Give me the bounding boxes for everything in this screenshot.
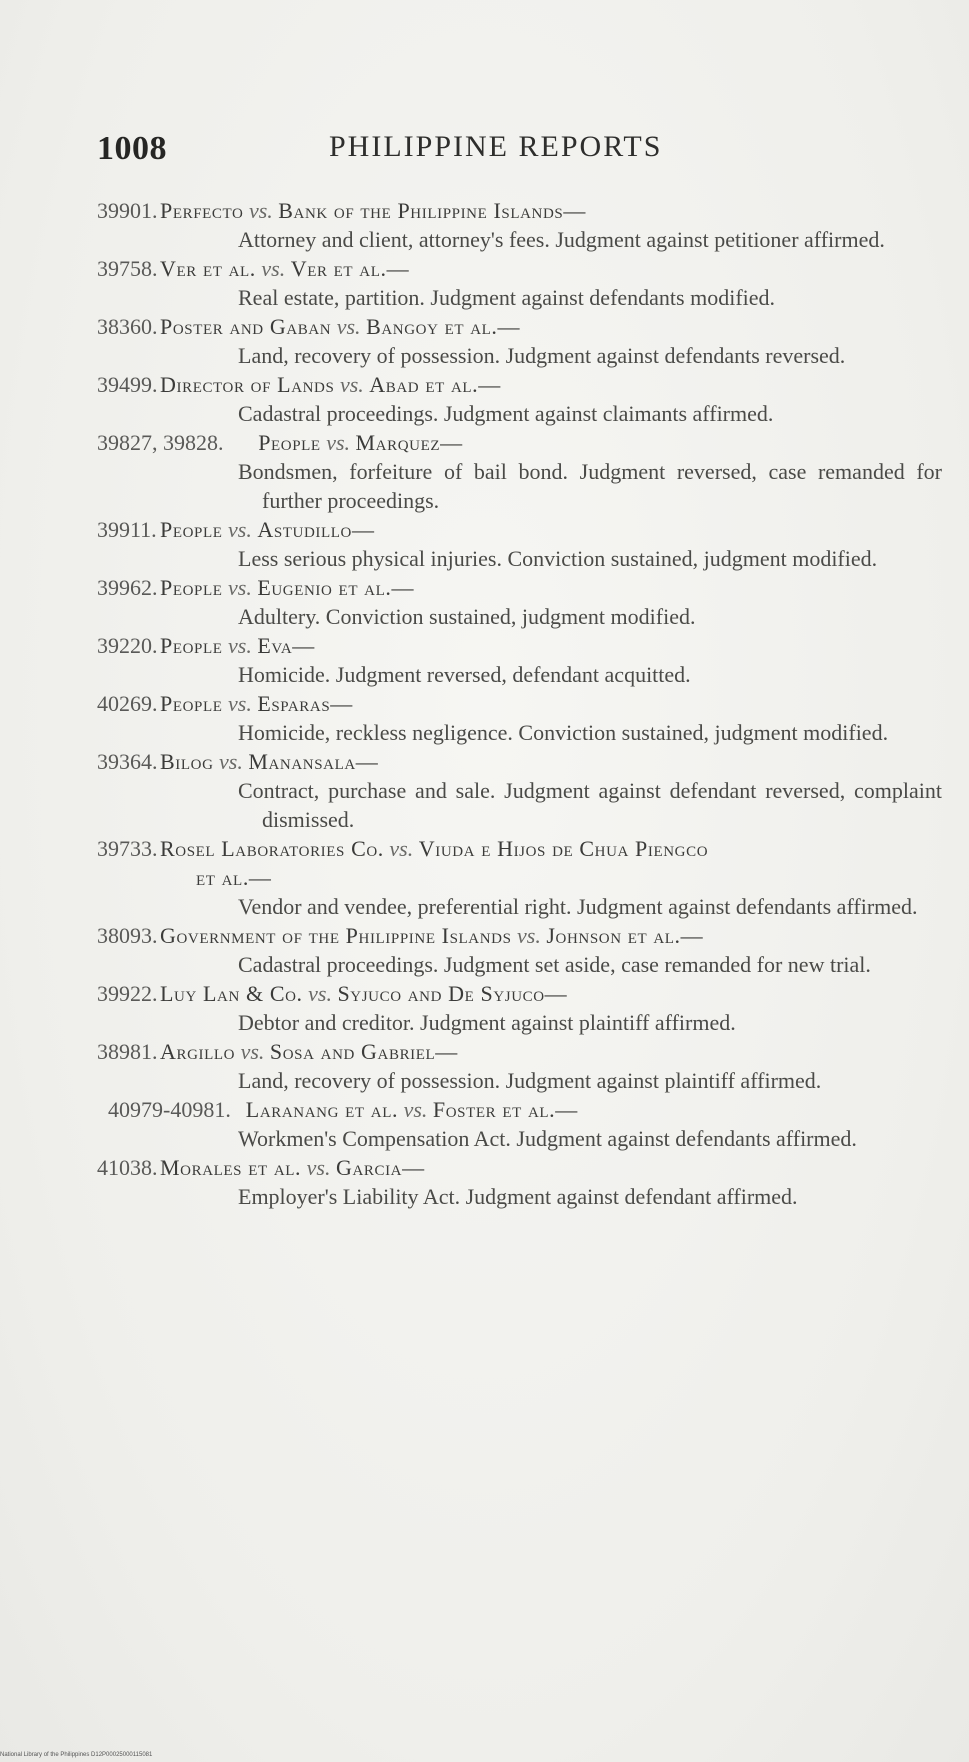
case-title: [0, 747, 969, 776]
case-summary: Attorney and client, attorney's fees. Judgment against petitioner affirmed.: [238, 227, 885, 252]
opposing-party-name: Sosa and Gabriel—: [269, 1039, 458, 1064]
case-title: [0, 979, 969, 1008]
case-entry: [0, 747, 969, 834]
docket-number: 40979-40981.: [108, 1097, 231, 1122]
versus-label: vs.: [228, 633, 252, 658]
opposing-party-name: Syjuco and De Syjuco—: [337, 981, 568, 1006]
opposing-party-name: Astudillo—: [257, 517, 375, 542]
versus-label: vs.: [248, 198, 273, 223]
opposing-party-name: Abad et al.—: [369, 372, 501, 397]
docket-number: 39758.: [97, 256, 158, 281]
case-title: [0, 370, 969, 399]
opposing-party-name: Foster et al.—: [432, 1097, 578, 1122]
case-summary: Vendor and vendee, preferential right. Judgment against defendants affirmed.: [238, 894, 918, 919]
docket-number: 39364.: [97, 749, 158, 774]
versus-label: vs.: [219, 749, 243, 774]
case-summary: Less serious physical injuries. Conviction sustained, judgment modified.: [238, 546, 878, 571]
case-summary: Debtor and creditor. Judgment against plaintiff affirmed.: [238, 1010, 736, 1035]
case-title: [0, 631, 969, 660]
case-entry: [0, 312, 969, 370]
case-entry: [0, 1153, 969, 1211]
opposing-party-name: Bangoy et al.—: [366, 314, 521, 339]
case-title: [0, 573, 969, 602]
versus-label: vs.: [326, 430, 351, 455]
docket-number: 39499.: [97, 372, 158, 397]
party-name: Rosel Laboratories Co.: [160, 836, 384, 861]
case-summary: Homicide. Judgment reversed, defendant acquitted.: [238, 662, 691, 687]
case-entry: [0, 1095, 969, 1153]
party-name: Government of the Philippine Islands: [160, 923, 512, 948]
party-name: Director of Lands: [160, 372, 335, 397]
versus-label: vs.: [308, 981, 332, 1006]
case-summary: Adultery. Conviction sustained, judgment modified.: [238, 604, 696, 629]
opposing-party-name: Eva—: [257, 633, 315, 658]
case-title: [0, 196, 969, 225]
opposing-party-name: Esparas—: [257, 691, 353, 716]
docket-number: 39962.: [97, 575, 158, 600]
scan-footer: National Library of the Philippines D12P00025000115081: [0, 1752, 153, 1758]
docket-number: 40269.: [97, 691, 158, 716]
versus-label: vs.: [403, 1097, 428, 1122]
party-name: Laranang et al.: [245, 1097, 399, 1122]
opposing-party-name: Marquez—: [355, 430, 463, 455]
case-summary: Cadastral proceedings. Judgment against claimants affirmed.: [238, 401, 774, 426]
case-entry: [0, 196, 969, 254]
opposing-party-name: Garcia—: [335, 1155, 425, 1180]
opposing-party-name: Manansala—: [248, 749, 379, 774]
docket-number: 39911.: [97, 517, 157, 542]
versus-label: vs.: [228, 517, 252, 542]
party-name: Poster and Gaban: [160, 314, 332, 339]
case-summary: Cadastral proceedings. Judgment set aside, case remanded for new trial.: [238, 952, 871, 977]
opposing-party-name: Ver et al.—: [290, 256, 410, 281]
opposing-party-name: Viuda e Hijos de Chua Piengco: [418, 836, 709, 861]
case-title-continuation: et al.—: [196, 865, 272, 890]
case-entry: [0, 428, 969, 515]
docket-number: 39922.: [97, 981, 158, 1006]
party-name: People: [258, 430, 321, 455]
case-title: [0, 254, 969, 283]
case-entry: [0, 254, 969, 312]
case-title: [0, 921, 969, 950]
case-summary: Bondsmen, forfeiture of bail bond. Judgment reversed, case remanded for further proceedings.: [238, 459, 942, 513]
versus-label: vs.: [336, 314, 361, 339]
case-entry: [0, 1037, 969, 1095]
page-header: [97, 130, 887, 180]
case-entry: [0, 573, 969, 631]
docket-number: 39901.: [97, 198, 158, 223]
case-title: [0, 1037, 969, 1066]
versus-label: vs.: [240, 1039, 265, 1064]
running-title: PHILIPPINE REPORTS: [329, 130, 663, 163]
docket-number: 39827, 39828.: [97, 430, 224, 455]
versus-label: vs.: [306, 1155, 331, 1180]
docket-number: 41038.: [97, 1155, 158, 1180]
docket-number: 39220.: [97, 633, 158, 658]
opposing-party-name: Eugenio et al.—: [257, 575, 415, 600]
party-name: Ver et al.: [160, 256, 256, 281]
versus-label: vs.: [339, 372, 364, 397]
case-summary: Land, recovery of possession. Judgment against defendants reversed.: [238, 343, 846, 368]
party-name: People: [160, 633, 223, 658]
case-entry: [0, 515, 969, 573]
party-name: People: [160, 691, 223, 716]
case-summary: Workmen's Compensation Act. Judgment against defendants affirmed.: [238, 1126, 857, 1151]
case-title: [0, 689, 969, 718]
case-title: [0, 312, 969, 341]
versus-label: vs.: [517, 923, 541, 948]
opposing-party-name: Johnson et al.—: [546, 923, 704, 948]
case-title: [0, 515, 969, 544]
versus-label: vs.: [228, 691, 252, 716]
party-name: People: [160, 517, 223, 542]
party-name: Morales et al.: [160, 1155, 302, 1180]
party-name: Bilog: [160, 749, 214, 774]
versus-label: vs.: [261, 256, 286, 281]
case-entry: [0, 979, 969, 1037]
versus-label: vs.: [389, 836, 414, 861]
party-name: Argillo: [160, 1039, 236, 1064]
case-title: [0, 1095, 969, 1124]
case-entry: [0, 834, 969, 921]
case-entry: [0, 921, 969, 979]
case-list: [0, 196, 969, 1211]
docket-number: 38981.: [97, 1039, 158, 1064]
case-summary: Land, recovery of possession. Judgment against plaintiff affirmed.: [238, 1068, 822, 1093]
party-name: Luy Lan & Co.: [160, 981, 303, 1006]
case-entry: [0, 689, 969, 747]
case-title: [0, 1153, 969, 1182]
case-summary: Real estate, partition. Judgment against defendants modified.: [238, 285, 776, 310]
case-title: [0, 428, 969, 457]
case-summary: Contract, purchase and sale. Judgment against defendant reversed, complaint dismissed.: [238, 778, 942, 832]
page-number: 1008: [97, 130, 167, 167]
opposing-party-name: Bank of the Philippine Islands—: [278, 198, 586, 223]
case-entry: [0, 370, 969, 428]
party-name: Perfecto: [160, 198, 244, 223]
versus-label: vs.: [228, 575, 252, 600]
docket-number: 38093.: [97, 923, 158, 948]
docket-number: 39733.: [97, 836, 158, 861]
case-entry: [0, 631, 969, 689]
case-summary: Employer's Liability Act. Judgment against defendant affirmed.: [238, 1184, 798, 1209]
party-name: People: [160, 575, 223, 600]
case-title: [0, 834, 969, 863]
docket-number: 38360.: [97, 314, 158, 339]
case-summary: Homicide, reckless negligence. Conviction sustained, judgment modified.: [238, 720, 889, 745]
